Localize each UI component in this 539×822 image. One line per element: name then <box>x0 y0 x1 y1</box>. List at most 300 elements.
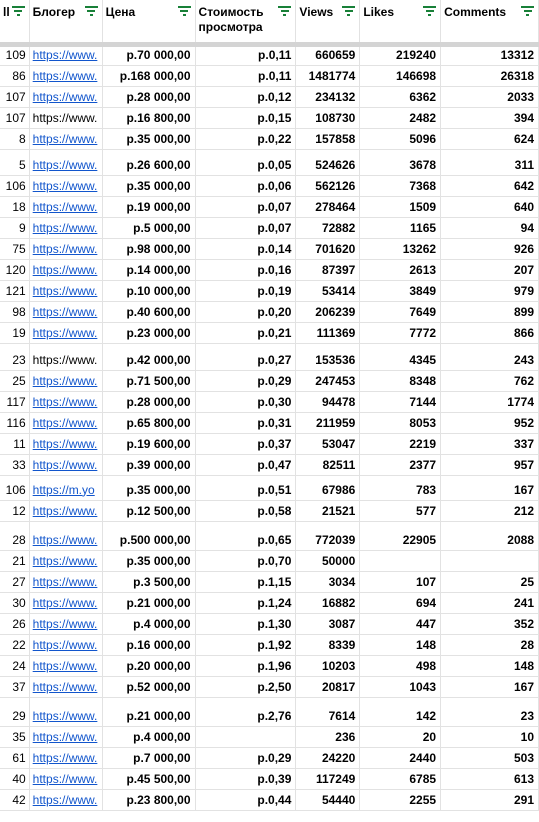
cell-cost-per-view: р.0,07 <box>195 217 296 238</box>
cell-blogger-link[interactable]: https://www. <box>29 500 102 521</box>
cell-cost-per-view: р.0,21 <box>195 322 296 343</box>
cell-id: 98 <box>0 301 29 322</box>
table-row <box>0 433 539 454</box>
table-row <box>0 500 539 521</box>
cell-id: 21 <box>0 550 29 571</box>
column-header-cost-per-view[interactable] <box>195 0 296 44</box>
cell-id: 37 <box>0 676 29 697</box>
cell-comments: 503 <box>441 747 539 768</box>
cell-id: 116 <box>0 412 29 433</box>
table-row <box>0 676 539 697</box>
cell-comments: 26318 <box>441 65 539 86</box>
cell-comments: 167 <box>441 676 539 697</box>
column-header-label: Стоимость просмотра <box>198 5 264 34</box>
cell-comments <box>441 550 539 571</box>
cell-cost-per-view: р.0,47 <box>195 454 296 475</box>
table-row <box>0 175 539 196</box>
cell-blogger-link[interactable]: https://www. <box>29 676 102 697</box>
cell-comments: 25 <box>441 571 539 592</box>
cell-comments: 241 <box>441 592 539 613</box>
cell-views: 1481774 <box>296 65 360 86</box>
cell-id: 9 <box>0 217 29 238</box>
cell-cost-per-view: р.1,30 <box>195 613 296 634</box>
cell-blogger-link[interactable]: https://www. <box>29 86 102 107</box>
cell-id: 117 <box>0 391 29 412</box>
column-header-label: ll <box>3 5 10 19</box>
cell-blogger-link[interactable]: https://www. <box>29 196 102 217</box>
table-row <box>0 655 539 676</box>
cell-views: 16882 <box>296 592 360 613</box>
cell-id: 109 <box>0 44 29 65</box>
cell-blogger-link[interactable]: https://www. <box>29 370 102 391</box>
table-row <box>0 571 539 592</box>
filter-icon[interactable] <box>85 6 98 16</box>
cell-comments: 94 <box>441 217 539 238</box>
cell-id: 106 <box>0 175 29 196</box>
cell-id: 106 <box>0 475 29 500</box>
cell-comments: 624 <box>441 128 539 149</box>
cell-id: 35 <box>0 726 29 747</box>
cell-comments: 311 <box>441 149 539 175</box>
cell-blogger-link[interactable]: https://m.yo <box>29 475 102 500</box>
cell-blogger-link[interactable]: https://www. <box>29 259 102 280</box>
cell-views: 21521 <box>296 500 360 521</box>
column-header-blogger[interactable] <box>29 0 102 44</box>
cell-likes: 498 <box>360 655 441 676</box>
cell-comments: 952 <box>441 412 539 433</box>
cell-likes: 2613 <box>360 259 441 280</box>
cell-views: 111369 <box>296 322 360 343</box>
cell-id: 5 <box>0 149 29 175</box>
table-row <box>0 107 539 128</box>
header-row <box>0 0 539 44</box>
table-row <box>0 634 539 655</box>
cell-price: р.70 000,00 <box>102 44 195 65</box>
cell-views: 117249 <box>296 768 360 789</box>
cell-likes: 8348 <box>360 370 441 391</box>
cell-blogger-link[interactable]: https://www. <box>29 301 102 322</box>
cell-comments: 1774 <box>441 391 539 412</box>
cell-blogger-link[interactable]: https://www. <box>29 454 102 475</box>
cell-likes: 6785 <box>360 768 441 789</box>
cell-views: 278464 <box>296 196 360 217</box>
column-header-likes[interactable] <box>360 0 441 44</box>
cell-id: 120 <box>0 259 29 280</box>
cell-price: р.28 000,00 <box>102 86 195 107</box>
cell-id: 26 <box>0 613 29 634</box>
cell-price: р.168 000,00 <box>102 65 195 86</box>
cell-price: р.500 000,00 <box>102 521 195 550</box>
cell-cost-per-view: р.1,96 <box>195 655 296 676</box>
cell-comments: 13312 <box>441 44 539 65</box>
cell-likes: 1509 <box>360 196 441 217</box>
column-header-price[interactable] <box>102 0 195 44</box>
cell-comments: 212 <box>441 500 539 521</box>
cell-views: 3087 <box>296 613 360 634</box>
cell-comments: 394 <box>441 107 539 128</box>
cell-cost-per-view: р.2,76 <box>195 697 296 726</box>
cell-blogger-link[interactable]: https://www. <box>29 613 102 634</box>
cell-cost-per-view: р.1,24 <box>195 592 296 613</box>
cell-likes: 7144 <box>360 391 441 412</box>
cell-id: 18 <box>0 196 29 217</box>
table-row <box>0 301 539 322</box>
cell-price: р.16 000,00 <box>102 634 195 655</box>
cell-blogger-link[interactable]: https://www. <box>29 280 102 301</box>
cell-likes: 447 <box>360 613 441 634</box>
cell-price: р.42 000,00 <box>102 343 195 370</box>
cell-views: 20817 <box>296 676 360 697</box>
cell-views: 82511 <box>296 454 360 475</box>
cell-cost-per-view: р.0,39 <box>195 768 296 789</box>
cell-cost-per-view: р.0,29 <box>195 747 296 768</box>
cell-blogger-link[interactable]: https://www. <box>29 697 102 726</box>
cell-price: р.10 000,00 <box>102 280 195 301</box>
cell-views: 24220 <box>296 747 360 768</box>
cell-comments: 23 <box>441 697 539 726</box>
table-row <box>0 550 539 571</box>
cell-blogger-link[interactable]: https://www. <box>29 65 102 86</box>
table-row <box>0 65 539 86</box>
cell-views: 236 <box>296 726 360 747</box>
cell-price: р.35 000,00 <box>102 128 195 149</box>
cell-cost-per-view: р.2,50 <box>195 676 296 697</box>
table-row <box>0 592 539 613</box>
cell-views: 206239 <box>296 301 360 322</box>
cell-cost-per-view: р.0,12 <box>195 86 296 107</box>
table-row <box>0 370 539 391</box>
cell-comments: 979 <box>441 280 539 301</box>
table-row <box>0 475 539 500</box>
cell-price: р.35 000,00 <box>102 550 195 571</box>
cell-price: р.21 000,00 <box>102 697 195 726</box>
cell-cost-per-view: р.1,92 <box>195 634 296 655</box>
cell-blogger-link[interactable]: https://www. <box>29 571 102 592</box>
cell-id: 61 <box>0 747 29 768</box>
cell-price: р.23 800,00 <box>102 789 195 810</box>
cell-likes: 2255 <box>360 789 441 810</box>
cell-views: 10203 <box>296 655 360 676</box>
cell-comments: 613 <box>441 768 539 789</box>
cell-views: 234132 <box>296 86 360 107</box>
cell-id: 28 <box>0 521 29 550</box>
filter-icon[interactable] <box>12 6 25 16</box>
cell-likes <box>360 550 441 571</box>
cell-likes: 7772 <box>360 322 441 343</box>
cell-comments: 762 <box>441 370 539 391</box>
cell-likes: 142 <box>360 697 441 726</box>
table-row <box>0 747 539 768</box>
cell-comments: 148 <box>441 655 539 676</box>
cell-price: р.5 000,00 <box>102 217 195 238</box>
cell-views: 660659 <box>296 44 360 65</box>
cell-cost-per-view: р.0,30 <box>195 391 296 412</box>
cell-views: 701620 <box>296 238 360 259</box>
cell-blogger-link[interactable]: https://www. <box>29 747 102 768</box>
cell-price: р.28 000,00 <box>102 391 195 412</box>
cell-likes: 2440 <box>360 747 441 768</box>
cell-cost-per-view: р.0,51 <box>195 475 296 500</box>
cell-id: 107 <box>0 107 29 128</box>
cell-views: 94478 <box>296 391 360 412</box>
table-row <box>0 238 539 259</box>
cell-views: 153536 <box>296 343 360 370</box>
cell-price: р.3 500,00 <box>102 571 195 592</box>
cell-price: р.65 800,00 <box>102 412 195 433</box>
cell-blogger-link[interactable]: https://www. <box>29 634 102 655</box>
cell-blogger-link[interactable]: https://www. <box>29 44 102 65</box>
table-row <box>0 391 539 412</box>
cell-comments: 291 <box>441 789 539 810</box>
cell-price: р.20 000,00 <box>102 655 195 676</box>
table-row <box>0 149 539 175</box>
cell-comments: 640 <box>441 196 539 217</box>
cell-blogger-link[interactable]: https://www. <box>29 592 102 613</box>
cell-cost-per-view: р.0,05 <box>195 149 296 175</box>
cell-blogger-link[interactable]: https://www. <box>29 726 102 747</box>
cell-blogger-link[interactable]: https://www. <box>29 128 102 149</box>
table-row <box>0 280 539 301</box>
cell-likes: 577 <box>360 500 441 521</box>
cell-id: 8 <box>0 128 29 149</box>
cell-views: 50000 <box>296 550 360 571</box>
cell-views: 53414 <box>296 280 360 301</box>
table-row <box>0 217 539 238</box>
filter-icon[interactable] <box>521 6 534 16</box>
table-row <box>0 343 539 370</box>
cell-id: 40 <box>0 768 29 789</box>
column-header-label: Блогер <box>32 5 76 19</box>
cell-id: 86 <box>0 65 29 86</box>
cell-cost-per-view: р.0,31 <box>195 412 296 433</box>
column-header-label: Цена <box>105 5 136 19</box>
cell-id: 22 <box>0 634 29 655</box>
cell-cost-per-view: р.0,37 <box>195 433 296 454</box>
table-row <box>0 322 539 343</box>
cell-blogger-link[interactable]: https://www. <box>29 655 102 676</box>
cell-blogger-link[interactable]: https://www. <box>29 217 102 238</box>
cell-price: р.12 500,00 <box>102 500 195 521</box>
filter-icon[interactable] <box>423 6 436 16</box>
cell-likes: 2482 <box>360 107 441 128</box>
table-row <box>0 726 539 747</box>
cell-views: 247453 <box>296 370 360 391</box>
cell-cost-per-view: р.0,70 <box>195 550 296 571</box>
cell-price: р.16 800,00 <box>102 107 195 128</box>
cell-likes: 7649 <box>360 301 441 322</box>
cell-blogger-link[interactable]: https://www. <box>29 107 102 128</box>
cell-id: 19 <box>0 322 29 343</box>
cell-likes: 3678 <box>360 149 441 175</box>
cell-views: 157858 <box>296 128 360 149</box>
cell-cost-per-view: р.0,15 <box>195 107 296 128</box>
cell-likes: 219240 <box>360 44 441 65</box>
cell-blogger-link[interactable]: https://www. <box>29 322 102 343</box>
cell-price: р.35 000,00 <box>102 475 195 500</box>
cell-views: 54440 <box>296 789 360 810</box>
cell-views: 524626 <box>296 149 360 175</box>
cell-price: р.4 000,00 <box>102 726 195 747</box>
cell-price: р.26 600,00 <box>102 149 195 175</box>
cell-cost-per-view: р.0,11 <box>195 44 296 65</box>
column-header-label: Likes <box>363 5 395 19</box>
cell-comments: 167 <box>441 475 539 500</box>
cell-views: 8339 <box>296 634 360 655</box>
cell-likes: 1043 <box>360 676 441 697</box>
cell-id: 121 <box>0 280 29 301</box>
cell-views: 67986 <box>296 475 360 500</box>
cell-cost-per-view: р.0,20 <box>195 301 296 322</box>
cell-likes: 7368 <box>360 175 441 196</box>
cell-views: 562126 <box>296 175 360 196</box>
cell-price: р.7 000,00 <box>102 747 195 768</box>
column-header-id[interactable] <box>0 0 29 44</box>
table-row <box>0 521 539 550</box>
table-row <box>0 128 539 149</box>
filter-icon[interactable] <box>278 6 291 16</box>
cell-id: 12 <box>0 500 29 521</box>
cell-cost-per-view: р.0,44 <box>195 789 296 810</box>
cell-price: р.23 000,00 <box>102 322 195 343</box>
filter-icon[interactable] <box>178 6 191 16</box>
cell-price: р.39 000,00 <box>102 454 195 475</box>
cell-price: р.52 000,00 <box>102 676 195 697</box>
cell-likes: 22905 <box>360 521 441 550</box>
cell-blogger-link[interactable]: https://www. <box>29 343 102 370</box>
cell-comments: 352 <box>441 613 539 634</box>
table-row <box>0 412 539 433</box>
cell-likes: 6362 <box>360 86 441 107</box>
table-row <box>0 86 539 107</box>
table-row <box>0 44 539 65</box>
table-row <box>0 259 539 280</box>
cell-comments: 642 <box>441 175 539 196</box>
cell-cost-per-view: р.1,15 <box>195 571 296 592</box>
table-row <box>0 196 539 217</box>
cell-comments: 957 <box>441 454 539 475</box>
cell-comments: 207 <box>441 259 539 280</box>
cell-cost-per-view: р.0,29 <box>195 370 296 391</box>
cell-likes: 5096 <box>360 128 441 149</box>
cell-views: 7614 <box>296 697 360 726</box>
cell-id: 11 <box>0 433 29 454</box>
cell-likes: 146698 <box>360 65 441 86</box>
cell-id: 42 <box>0 789 29 810</box>
cell-price: р.4 000,00 <box>102 613 195 634</box>
cell-cost-per-view: р.0,11 <box>195 65 296 86</box>
cell-views: 108730 <box>296 107 360 128</box>
cell-likes: 4345 <box>360 343 441 370</box>
cell-price: р.71 500,00 <box>102 370 195 391</box>
cell-likes: 2377 <box>360 454 441 475</box>
cell-likes: 694 <box>360 592 441 613</box>
cell-likes: 8053 <box>360 412 441 433</box>
cell-comments: 28 <box>441 634 539 655</box>
cell-blogger-link[interactable]: https://www. <box>29 149 102 175</box>
cell-id: 75 <box>0 238 29 259</box>
cell-likes: 20 <box>360 726 441 747</box>
cell-price: р.14 000,00 <box>102 259 195 280</box>
table-row <box>0 454 539 475</box>
cell-cost-per-view: р.0,58 <box>195 500 296 521</box>
table-row <box>0 697 539 726</box>
cell-views: 772039 <box>296 521 360 550</box>
cell-price: р.40 600,00 <box>102 301 195 322</box>
cell-views: 87397 <box>296 259 360 280</box>
cell-likes: 2219 <box>360 433 441 454</box>
cell-blogger-link[interactable]: https://www. <box>29 391 102 412</box>
cell-comments: 899 <box>441 301 539 322</box>
column-header-label: Comments <box>444 5 507 19</box>
cell-id: 24 <box>0 655 29 676</box>
table-row <box>0 789 539 810</box>
cell-blogger-link[interactable]: https://www. <box>29 550 102 571</box>
cell-likes: 1165 <box>360 217 441 238</box>
cell-comments: 337 <box>441 433 539 454</box>
cell-price: р.19 000,00 <box>102 196 195 217</box>
cell-id: 30 <box>0 592 29 613</box>
cell-cost-per-view: р.0,27 <box>195 343 296 370</box>
cell-id: 27 <box>0 571 29 592</box>
cell-cost-per-view: р.0,22 <box>195 128 296 149</box>
cell-views: 53047 <box>296 433 360 454</box>
cell-likes: 3849 <box>360 280 441 301</box>
cell-cost-per-view: р.0,19 <box>195 280 296 301</box>
cell-comments: 2033 <box>441 86 539 107</box>
cell-comments: 926 <box>441 238 539 259</box>
column-header-label: Views <box>299 5 334 19</box>
cell-cost-per-view <box>195 726 296 747</box>
cell-id: 33 <box>0 454 29 475</box>
table-row <box>0 768 539 789</box>
cell-likes: 148 <box>360 634 441 655</box>
cell-views: 72882 <box>296 217 360 238</box>
cell-price: р.45 500,00 <box>102 768 195 789</box>
cell-blogger-link[interactable]: https://www. <box>29 238 102 259</box>
cell-blogger-link[interactable]: https://www. <box>29 175 102 196</box>
cell-likes: 107 <box>360 571 441 592</box>
cell-views: 211959 <box>296 412 360 433</box>
cell-comments: 10 <box>441 726 539 747</box>
cell-cost-per-view: р.0,16 <box>195 259 296 280</box>
cell-comments: 2088 <box>441 521 539 550</box>
cell-blogger-link[interactable]: https://www. <box>29 789 102 810</box>
cell-comments: 243 <box>441 343 539 370</box>
cell-cost-per-view: р.0,07 <box>195 196 296 217</box>
cell-blogger-link[interactable]: https://www. <box>29 521 102 550</box>
column-header-views[interactable] <box>296 0 360 44</box>
cell-price: р.21 000,00 <box>102 592 195 613</box>
cell-cost-per-view: р.0,14 <box>195 238 296 259</box>
cell-id: 25 <box>0 370 29 391</box>
cell-likes: 783 <box>360 475 441 500</box>
cell-price: р.98 000,00 <box>102 238 195 259</box>
cell-blogger-link[interactable]: https://www. <box>29 433 102 454</box>
table-row <box>0 613 539 634</box>
table-body <box>0 44 539 810</box>
cell-id: 107 <box>0 86 29 107</box>
cell-cost-per-view: р.0,65 <box>195 521 296 550</box>
cell-price: р.35 000,00 <box>102 175 195 196</box>
cell-blogger-link[interactable]: https://www. <box>29 768 102 789</box>
cell-likes: 13262 <box>360 238 441 259</box>
cell-id: 29 <box>0 697 29 726</box>
column-header-comments[interactable] <box>441 0 539 44</box>
cell-cost-per-view: р.0,06 <box>195 175 296 196</box>
cell-blogger-link[interactable]: https://www. <box>29 412 102 433</box>
cell-price: р.19 600,00 <box>102 433 195 454</box>
filter-icon[interactable] <box>342 6 355 16</box>
